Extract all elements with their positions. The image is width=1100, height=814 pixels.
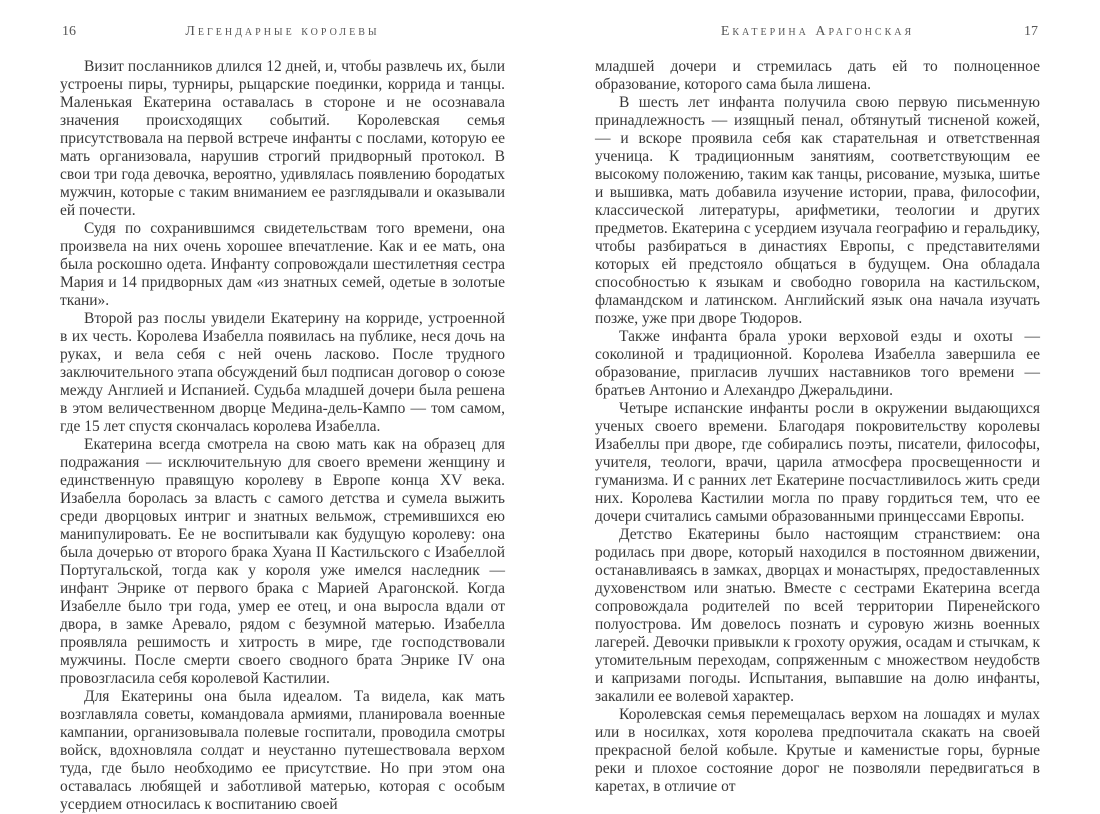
page-number-left: 16 bbox=[62, 24, 76, 39]
running-head-left: Легендарные королевы bbox=[185, 24, 380, 39]
page-number-right: 17 bbox=[1024, 24, 1038, 39]
page-header-left bbox=[60, 23, 505, 41]
paragraph-continued: младшей дочери и стремилась дать ей то полноценное образование, которого сама была лишена. bbox=[595, 58, 1040, 93]
page-left bbox=[0, 0, 550, 813]
paragraph: Детство Екатерины было настоящим странствием: она родилась при дворе, который находился в постоянном движении, останавливаясь в замках, дворцах и монастырях, предоставленных духовенством или знатью. Вместе с сестрами Екатерина всегда сопровождала родителей по всей территории Пиренейского полуострова. Им довелось познать и суровую жизнь военных лагерей. Девочки привыкли к грохоту оружия, осадам и стычкам, к утомительным переходам, сопряженным с множеством неудобств и капризами погоды. Испытания, выпавшие на долю инфанты, закалили ее волевой характер. bbox=[595, 526, 1040, 705]
paragraph: Судя по сохранившимся свидетельствам того времени, она произвела на них очень хорошее впечатление. Как и ее мать, она была роскошно одета. Инфанту сопровождали шестилетняя сестра Мария и 14 придворных дам «из знатных семей, одетые в золотые ткани». bbox=[60, 220, 505, 309]
paragraph: Для Екатерины она была идеалом. Та видела, как мать возглавляла советы, командовала армиями, планировала военные кампании, организовывала полевые госпитали, проводила смотры войск, вдохновляла солдат и неустанно путешествовала верхом туда, где было необходимо ее присутствие. Но при этом она оставалась любящей и заботливой матерью, которая с особым усердием относилась к воспитанию своей bbox=[60, 688, 505, 813]
paragraph: Четыре испанские инфанты росли в окружении выдающихся ученых своего времени. Благодаря покровительству королевы Изабеллы при дворе, где собирались поэты, писатели, философы, учителя, теологи, врачи, царила атмосфера просвещенности и гуманизма. И с ранних лет Екатерине посчастливилось жить среди них. Королева Кастилии могла по праву гордиться тем, что ее дочери считались самыми образованными принцессами Европы. bbox=[595, 400, 1040, 525]
page-right bbox=[550, 0, 1100, 795]
paragraph: Также инфанта брала уроки верховой езды и охоты — соколиной и традиционной. Королева Изабелла завершила ее образование, пригласив лучших наставников того времени — братьев Антонио и Алехандро Джеральдини. bbox=[595, 328, 1040, 399]
paragraph: Королевская семья перемещалась верхом на лошадях и мулах или в носилках, хотя королева предпочитала скакать на своей прекрасной белой кобыле. Крутые и каменистые горы, бурные реки и плохое состояние дорог не позволяли передвигаться в каретах, в отличие от bbox=[595, 706, 1040, 795]
page-text-right bbox=[595, 58, 1040, 796]
paragraph: В шесть лет инфанта получила свою первую письменную принадлежность — изящный пенал, обтянутый тисненой кожей, — и вскоре проявила себя как старательная и ответственная ученица. К традиционным занятиям, соответствующим ее высокому положению, таким как танцы, рисование, музыка, шитье и вышивка, мать добавила изучение истории, права, философии, классической литературы, арифметики, теологии и других предметов. Екатерина с усердием изучала географию и геральдику, чтобы разбираться в династиях Европы, с представителями которых ей предстояло общаться в будущем. Она обладала способностью к языкам и свободно говорила на кастильском, фламандском и латинском. Английский язык она начала изучать позже, уже при дворе Тюдоров. bbox=[595, 94, 1040, 327]
paragraph: Визит посланников длился 12 дней, и, чтобы развлечь их, были устроены пиры, турниры, рыцарские поединки, коррида и танцы. Маленькая Екатерина оставалась в стороне и не осознавала значения происходящих событий. Королевская семья присутствовала на первой встрече инфанты с послами, которую ее мать организовала, нарушив строгий придворный протокол. В свои три года девочка, вероятно, удивлялась появлению бородатых мужчин, которые с таким вниманием ее разглядывали и оказывали ей почести. bbox=[60, 58, 505, 219]
page-text-left bbox=[60, 58, 505, 814]
paragraph: Второй раз послы увидели Екатерину на корриде, устроенной в их честь. Королева Изабелла появилась на публике, неся дочь на руках, и вела себя с ней очень ласково. После трудного заключительного этапа обсуждений был подписан договор о союзе между Англией и Испанией. Судьба младшей дочери была решена в этом величественном дворце Медина-дель-Кампо — том самом, где 15 лет спустя скончалась королева Изабелла. bbox=[60, 310, 505, 435]
page-header-right bbox=[595, 23, 1040, 41]
running-head-right: Екатерина Арагонская bbox=[720, 24, 915, 39]
paragraph: Екатерина всегда смотрела на свою мать как на образец для подражания — исключительную для своего времени женщину и единственную правящую королеву в Европе конца XV века. Изабелла боролась за власть с самого детства и сумела выжить среди дворцовых интриг и знатных вельмож, стремившихся ею манипулировать. Ее не воспитывали как будущую королеву: она была дочерью от второго брака Хуана II Кастильского с Изабеллой Португальской, тогда как у короля уже имелся наследник — инфант Энрике от первого брака с Марией Арагонской. Когда Изабелле было три года, умер ее отец, и она выросла вдали от двора, в замке Аревало, рядом с безумной матерью. Изабелла проявляла решимость и хитрость в мире, где господствовали мужчины. После смерти своего сводного брата Энрике IV она провозгласила себя королевой Кастилии. bbox=[60, 436, 505, 687]
